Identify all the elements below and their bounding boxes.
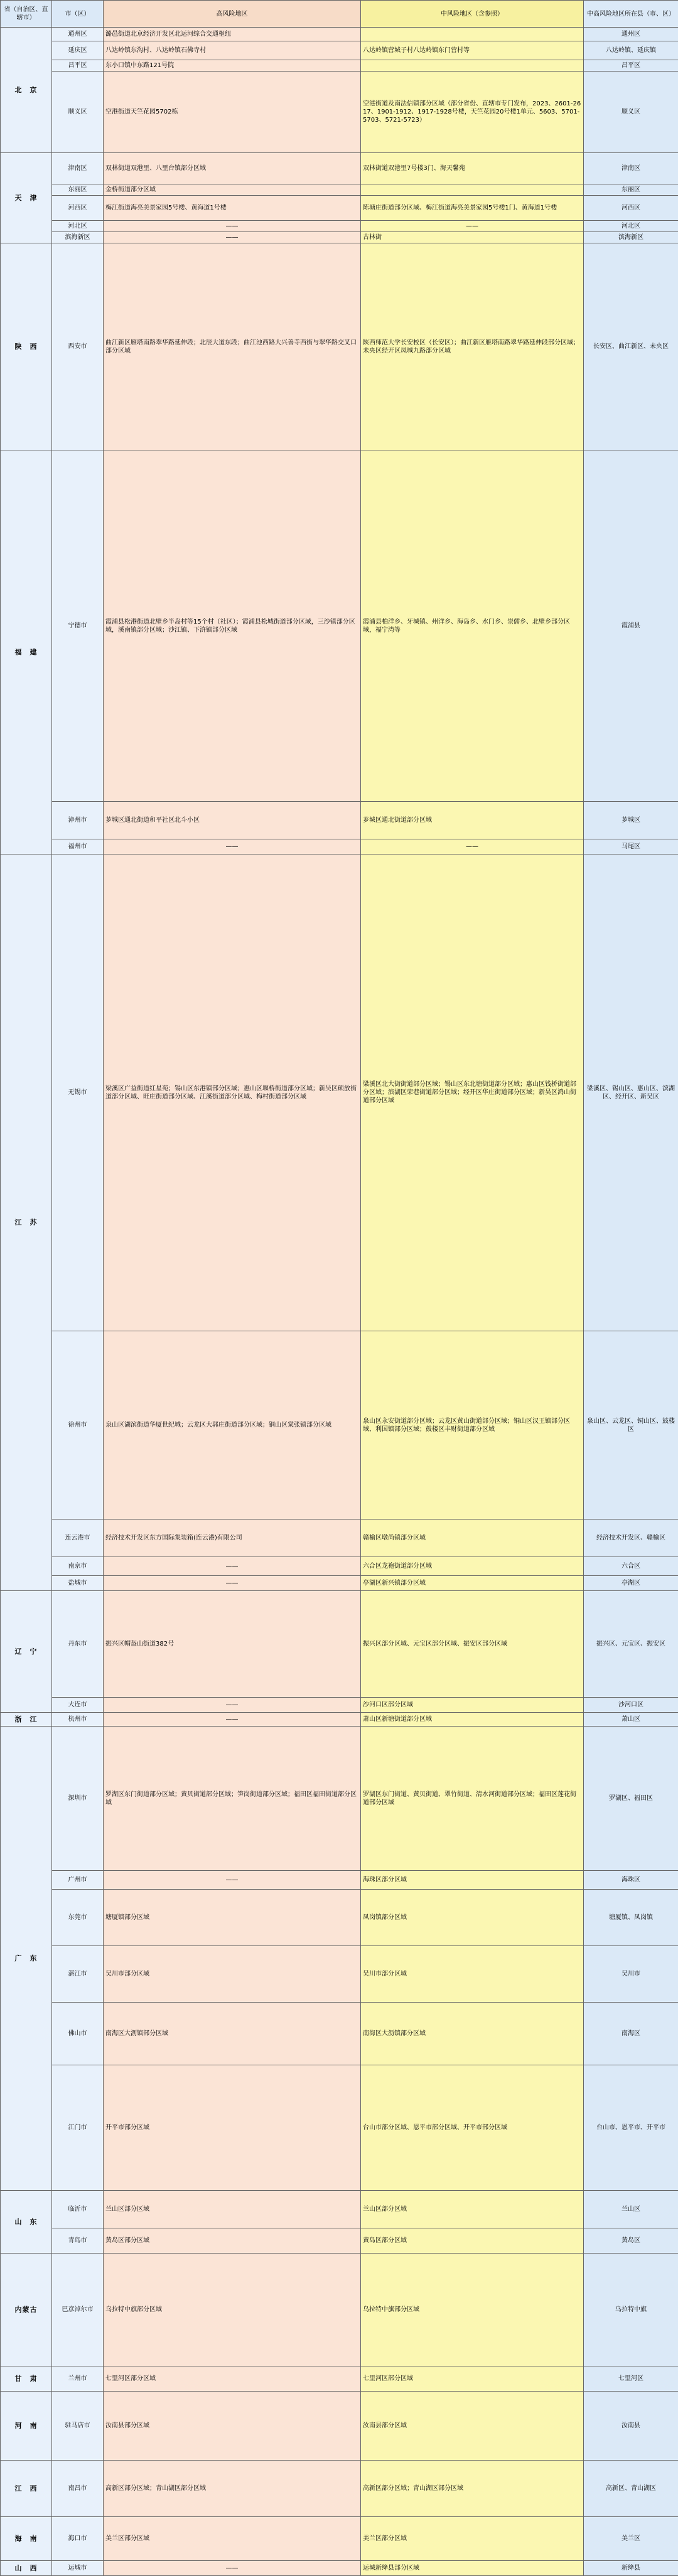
table-row xyxy=(1,1331,678,1520)
city-cell: 巴彦淖尔市 xyxy=(52,2254,104,2366)
city-cell: 大连市 xyxy=(52,1698,104,1713)
city-cell: 河北区 xyxy=(52,221,104,232)
province-cell: 陕 西 xyxy=(1,243,52,450)
province-cell: 山 西 xyxy=(1,2561,52,2576)
table-row xyxy=(1,2517,678,2561)
district-cell: 吴川市 xyxy=(584,1946,678,2003)
city-cell: 连云港市 xyxy=(52,1520,104,1557)
mid-risk-cell: 台山市部分区域、恩平市部分区域、开平市部分区域 xyxy=(361,2065,584,2191)
table-body xyxy=(1,28,678,2576)
high-risk-cell: 美兰区部分区域 xyxy=(104,2517,361,2561)
mid-risk-cell: 美兰区部分区域 xyxy=(361,2517,584,2561)
city-cell: 无锡市 xyxy=(52,854,104,1331)
city-cell: 深圳市 xyxy=(52,1727,104,1871)
table-row xyxy=(1,1727,678,1871)
high-risk-cell: 罗湖区东门街道部分区域；黄贝街道部分区域；笋岗街道部分区域；福田区福田街道部分区域 xyxy=(104,1727,361,1871)
province-cell: 浙 江 xyxy=(1,1713,52,1727)
district-cell: 通州区 xyxy=(584,28,678,41)
high-risk-cell: 泉山区湖滨街道华厦世纪城；云龙区大郭庄街道部分区域；铜山区棠张镇部分区域 xyxy=(104,1331,361,1520)
mid-risk-cell: 双林街道双港里7号楼3门、海天馨苑 xyxy=(361,153,584,184)
table-row xyxy=(1,2065,678,2191)
table-row xyxy=(1,2392,678,2461)
city-cell: 津南区 xyxy=(52,153,104,184)
high-risk-cell: 双林街道双港里、八里台镇部分区域 xyxy=(104,153,361,184)
district-cell: 振兴区、元宝区、振安区 xyxy=(584,1591,678,1698)
district-cell: 塘厦镇、凤岗镇 xyxy=(584,1890,678,1946)
mid-risk-cell: 陈塘庄街道部分区域、梅江街道海亮美景家园5号楼1门、黄海道1号楼 xyxy=(361,196,584,221)
city-cell: 南京市 xyxy=(52,1557,104,1576)
high-risk-cell: 经济技术开发区东方国际集装箱(连云港)有限公司 xyxy=(104,1520,361,1557)
high-risk-cell: 七里河区部分区域 xyxy=(104,2366,361,2392)
district-cell: 沙河口区 xyxy=(584,1698,678,1713)
high-risk-cell: 乌拉特中旗部分区域 xyxy=(104,2254,361,2366)
high-risk-cell: 高新区部分区域；青山湖区部分区域 xyxy=(104,2461,361,2517)
mid-risk-cell: 六合区龙袍街道部分区域 xyxy=(361,1557,584,1576)
city-cell: 滨海新区 xyxy=(52,232,104,243)
table-row xyxy=(1,2366,678,2392)
high-risk-cell: 金桥街道部分区域 xyxy=(104,184,361,196)
high-risk-cell: 黄岛区部分区域 xyxy=(104,2228,361,2254)
district-cell: 霞浦县 xyxy=(584,450,678,802)
district-cell: 经济技术开发区、赣榆区 xyxy=(584,1520,678,1557)
table-row xyxy=(1,1557,678,1576)
mid-risk-cell: 萧山区新塘街道部分区域 xyxy=(361,1713,584,1727)
high-risk-cell: 空港街道天竺花园5702栋 xyxy=(104,72,361,153)
table-row xyxy=(1,243,678,450)
province-cell: 广 东 xyxy=(1,1727,52,2191)
district-cell: 南海区 xyxy=(584,2003,678,2065)
district-cell: 乌拉特中旗 xyxy=(584,2254,678,2366)
table-row xyxy=(1,450,678,802)
table-row xyxy=(1,1946,678,2003)
province-cell: 河 南 xyxy=(1,2392,52,2461)
high-risk-cell: 兰山区部分区域 xyxy=(104,2191,361,2228)
province-cell: 海 南 xyxy=(1,2517,52,2561)
district-cell: 河西区 xyxy=(584,196,678,221)
table-row xyxy=(1,1890,678,1946)
city-cell: 南昌市 xyxy=(52,2461,104,2517)
table-row xyxy=(1,839,678,854)
high-risk-cell: 开平市部分区域 xyxy=(104,2065,361,2191)
district-cell: 六合区 xyxy=(584,1557,678,1576)
table-row xyxy=(1,2191,678,2228)
city-cell: 杭州市 xyxy=(52,1713,104,1727)
mid-risk-cell: 芗城区通北街道部分区域 xyxy=(361,802,584,839)
table-row xyxy=(1,1713,678,1727)
district-cell: 津南区 xyxy=(584,153,678,184)
mid-risk-cell: 泉山区永安街道部分区域；云龙区黄山街道部分区域；铜山区汉王镇部分区域、利国镇部分区域；鼓楼区丰财街道部分区域 xyxy=(361,1331,584,1520)
table-row xyxy=(1,1520,678,1557)
district-cell: 新绛县 xyxy=(584,2561,678,2576)
city-cell: 丹东市 xyxy=(52,1591,104,1698)
table-row xyxy=(1,2461,678,2517)
table-row xyxy=(1,60,678,72)
city-cell: 盐城市 xyxy=(52,1576,104,1591)
mid-risk-cell: 罗湖区东门街道、黄贝街道、翠竹街道、清水河街道部分区域；福田区莲花街道部分区域 xyxy=(361,1727,584,1871)
city-cell: 东丽区 xyxy=(52,184,104,196)
high-risk-cell: —— xyxy=(104,1557,361,1576)
table-row xyxy=(1,1871,678,1890)
mid-risk-cell: 沙河口区部分区域 xyxy=(361,1698,584,1713)
district-cell: 兰山区 xyxy=(584,2191,678,2228)
district-cell: 长安区、曲江新区、未央区 xyxy=(584,243,678,450)
district-cell: 东丽区 xyxy=(584,184,678,196)
table-row xyxy=(1,1698,678,1713)
table-row xyxy=(1,184,678,196)
province-cell: 内蒙古 xyxy=(1,2254,52,2366)
district-cell: 昌平区 xyxy=(584,60,678,72)
city-cell: 昌平区 xyxy=(52,60,104,72)
table-row xyxy=(1,1576,678,1591)
header-province: 省（自治区、直辖市） xyxy=(1,1,52,28)
mid-risk-cell: 海珠区部分区域 xyxy=(361,1871,584,1890)
province-cell: 山 东 xyxy=(1,2191,52,2254)
high-risk-cell: 振兴区帽盔山街道382号 xyxy=(104,1591,361,1698)
mid-risk-cell: 黄岛区部分区域 xyxy=(361,2228,584,2254)
high-risk-cell: 吴川市部分区域 xyxy=(104,1946,361,2003)
header-mid-risk: 中风险地区（含参照） xyxy=(361,1,584,28)
city-cell: 通州区 xyxy=(52,28,104,41)
district-cell: 顺义区 xyxy=(584,72,678,153)
high-risk-cell: 汝南县部分区域 xyxy=(104,2392,361,2461)
city-cell: 运城市 xyxy=(52,2561,104,2576)
high-risk-cell: 梅江街道海亮美景家园5号楼、黄海道1号楼 xyxy=(104,196,361,221)
city-cell: 徐州市 xyxy=(52,1331,104,1520)
province-cell: 江 西 xyxy=(1,2461,52,2517)
high-risk-cell: —— xyxy=(104,1698,361,1713)
table-row xyxy=(1,196,678,221)
province-cell: 福 建 xyxy=(1,450,52,854)
mid-risk-cell: 陕西师范大学长安校区（长安区）；曲江新区雁塔南路翠华路延伸段部分区域；未央区经开区凤城九路部分区域 xyxy=(361,243,584,450)
mid-risk-cell: 南海区大沥镇部分区域 xyxy=(361,2003,584,2065)
mid-risk-cell: 凤岗镇部分区域 xyxy=(361,1890,584,1946)
district-cell: 台山市、恩平市、开平市 xyxy=(584,2065,678,2191)
mid-risk-cell: 八达岭镇营城子村八达岭镇东门营村等 xyxy=(361,41,584,60)
mid-risk-cell xyxy=(361,28,584,41)
province-cell: 甘 肃 xyxy=(1,2366,52,2392)
table-row xyxy=(1,802,678,839)
high-risk-cell: 塘厦镇部分区域 xyxy=(104,1890,361,1946)
table-row xyxy=(1,28,678,41)
table-row xyxy=(1,232,678,243)
mid-risk-cell: 古林街 xyxy=(361,232,584,243)
high-risk-cell: 霞浦县松港街道北壁乡半岛村等15个村（社区）；霞浦县松城街道部分区域，三沙镇部分区域，溪南镇部分区域；沙江镇、下浒镇部分区域 xyxy=(104,450,361,802)
mid-risk-cell: 梁溪区北大街街道部分区域；锡山区东北塘街道部分区域；惠山区钱桥街道部分区域；滨湖区荣巷街道部分区域；经开区华庄街道部分区域；新吴区鸿山街道部分区域 xyxy=(361,854,584,1331)
city-cell: 福州市 xyxy=(52,839,104,854)
table-row xyxy=(1,2561,678,2576)
city-cell: 东莞市 xyxy=(52,1890,104,1946)
province-cell: 江 苏 xyxy=(1,854,52,1591)
mid-risk-cell: 兰山区部分区域 xyxy=(361,2191,584,2228)
mid-risk-cell: 运城新绛县部分区域 xyxy=(361,2561,584,2576)
city-cell: 河西区 xyxy=(52,196,104,221)
high-risk-cell: 南海区大沥镇部分区域 xyxy=(104,2003,361,2065)
city-cell: 青岛市 xyxy=(52,2228,104,2254)
district-cell: 七里河区 xyxy=(584,2366,678,2392)
city-cell: 延庆区 xyxy=(52,41,104,60)
city-cell: 宁德市 xyxy=(52,450,104,802)
district-cell: 黄岛区 xyxy=(584,2228,678,2254)
high-risk-cell: 东小口镇中东路121号院 xyxy=(104,60,361,72)
high-risk-cell: 曲江新区雁塔南路翠华路延伸段；北辰大道东段；曲江池西路大兴善寺西街与翠华路交叉口部分区域 xyxy=(104,243,361,450)
high-risk-cell: —— xyxy=(104,1576,361,1591)
province-cell: 北 京 xyxy=(1,28,52,153)
district-cell: 亭湖区 xyxy=(584,1576,678,1591)
high-risk-cell: 梁溪区广益街道红星苑；锡山区东港镇部分区域；惠山区堰桥街道部分区域；新吴区硕放街道部分区域、旺庄街道部分区域、江溪街道部分区域、梅村街道部分区域 xyxy=(104,854,361,1331)
table-row xyxy=(1,854,678,1331)
district-cell: 八达岭镇、延庆镇 xyxy=(584,41,678,60)
table-row xyxy=(1,2003,678,2065)
mid-risk-cell: 振兴区部分区域、元宝区部分区域、振安区部分区域 xyxy=(361,1591,584,1698)
district-cell: 美兰区 xyxy=(584,2517,678,2561)
city-cell: 江门市 xyxy=(52,2065,104,2191)
mid-risk-cell: 赣榆区墩尚镇部分区域 xyxy=(361,1520,584,1557)
table-row xyxy=(1,72,678,153)
table-row xyxy=(1,41,678,60)
city-cell: 临沂市 xyxy=(52,2191,104,2228)
city-cell: 顺义区 xyxy=(52,72,104,153)
mid-risk-cell: 七里河区部分区域 xyxy=(361,2366,584,2392)
district-cell: 芗城区 xyxy=(584,802,678,839)
province-cell: 天 津 xyxy=(1,153,52,243)
high-risk-cell: —— xyxy=(104,1871,361,1890)
city-cell: 漳州市 xyxy=(52,802,104,839)
mid-risk-cell: 汝南县部分区域 xyxy=(361,2392,584,2461)
high-risk-cell: 潞邑街道北京经济开发区北运河综合交通枢纽 xyxy=(104,28,361,41)
high-risk-cell: 八达岭镇东沟村、八达岭镇石佛寺村 xyxy=(104,41,361,60)
mid-risk-cell: —— xyxy=(361,839,584,854)
mid-risk-cell: 吴川市部分区域 xyxy=(361,1946,584,2003)
mid-risk-cell: 高新区部分区域；青山湖区部分区域 xyxy=(361,2461,584,2517)
district-cell: 滨海新区 xyxy=(584,232,678,243)
district-cell: 泉山区、云龙区、铜山区、鼓楼区 xyxy=(584,1331,678,1520)
district-cell: 河北区 xyxy=(584,221,678,232)
header-city: 市（区） xyxy=(52,1,104,28)
district-cell: 萧山区 xyxy=(584,1713,678,1727)
high-risk-cell: —— xyxy=(104,232,361,243)
table-row xyxy=(1,2228,678,2254)
mid-risk-cell: 乌拉特中旗部分区域 xyxy=(361,2254,584,2366)
mid-risk-cell xyxy=(361,184,584,196)
high-risk-cell: 芗城区通北街道和平社区北斗小区 xyxy=(104,802,361,839)
district-cell: 海珠区 xyxy=(584,1871,678,1890)
province-cell: 辽 宁 xyxy=(1,1591,52,1713)
table-row xyxy=(1,2254,678,2366)
table-row xyxy=(1,221,678,232)
city-cell: 驻马店市 xyxy=(52,2392,104,2461)
mid-risk-cell: 空港街道及南法信镇部分区域（部分省份、直辖市专门发布，2023、2601-2617、1901-1912、1917-1928号楼，天竺花园20号楼1单元、5603、5701-5703、5721-5723） xyxy=(361,72,584,153)
city-cell: 兰州市 xyxy=(52,2366,104,2392)
high-risk-cell: —— xyxy=(104,1713,361,1727)
city-cell: 海口市 xyxy=(52,2517,104,2561)
city-cell: 佛山市 xyxy=(52,2003,104,2065)
mid-risk-cell xyxy=(361,60,584,72)
high-risk-cell: —— xyxy=(104,221,361,232)
table-row xyxy=(1,153,678,184)
city-cell: 广州市 xyxy=(52,1871,104,1890)
city-cell: 湛江市 xyxy=(52,1946,104,2003)
header-high-risk: 高风险地区 xyxy=(104,1,361,28)
high-risk-cell: —— xyxy=(104,2561,361,2576)
city-cell: 西安市 xyxy=(52,243,104,450)
high-risk-cell: —— xyxy=(104,839,361,854)
district-cell: 罗湖区、福田区 xyxy=(584,1727,678,1871)
district-cell: 汝南县 xyxy=(584,2392,678,2461)
district-cell: 高新区、青山湖区 xyxy=(584,2461,678,2517)
header-district: 中高风险地区所在县（市、区） xyxy=(584,1,678,28)
district-cell: 马尾区 xyxy=(584,839,678,854)
mid-risk-cell: 亭湖区新兴镇部分区域 xyxy=(361,1576,584,1591)
table-header-row xyxy=(1,1,678,28)
mid-risk-cell: —— xyxy=(361,221,584,232)
mid-risk-cell: 霞浦县柏洋乡、牙城镇、州洋乡、海岛乡、水门乡、崇儒乡、北壁乡部分区域，福宁湾等 xyxy=(361,450,584,802)
table-row xyxy=(1,1591,678,1698)
district-cell: 梁溪区、锡山区、惠山区、滨湖区、经开区、新吴区 xyxy=(584,854,678,1331)
